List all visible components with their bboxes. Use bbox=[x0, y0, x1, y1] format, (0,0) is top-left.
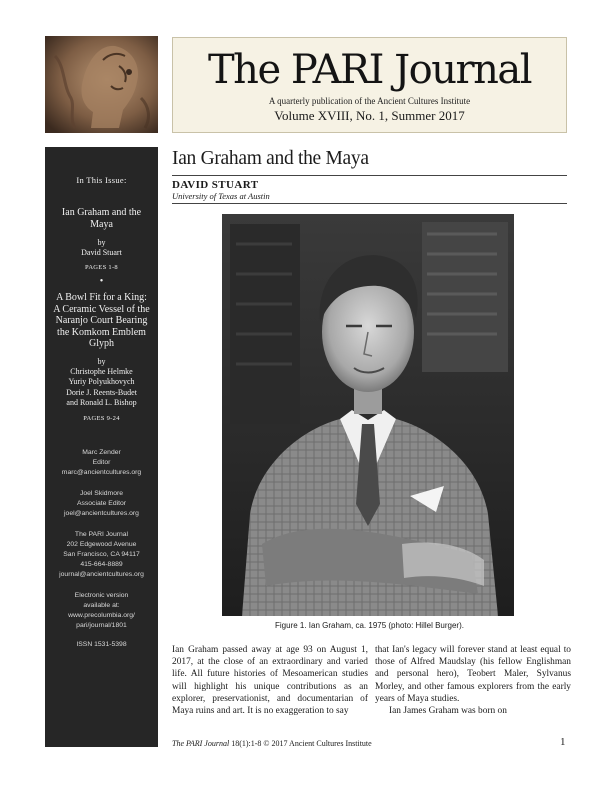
address-line: San Francisco, CA 94117 bbox=[63, 550, 140, 558]
journal-header bbox=[172, 37, 567, 133]
body-column-left bbox=[172, 644, 368, 717]
title-rule bbox=[172, 175, 567, 176]
footer-journal: The PARI Journal bbox=[172, 739, 230, 748]
article-author: DAVID STUART bbox=[172, 179, 259, 191]
electronic-version-block bbox=[45, 591, 158, 631]
figure-caption: Figure 1. Ian Graham, ca. 1975 (photo: Hillel Burger). bbox=[275, 621, 464, 630]
toc-article-1-by: by bbox=[97, 238, 106, 247]
address-block bbox=[45, 530, 158, 580]
editor-block bbox=[45, 448, 158, 478]
in-this-issue-heading: In This Issue: bbox=[76, 175, 127, 185]
toc-article-2-author: Yuriy Polyukhovych bbox=[68, 377, 135, 386]
toc-article-2-author: Dorie J. Reents-Budet bbox=[66, 387, 137, 397]
issn: ISSN 1531-5398 bbox=[76, 640, 127, 648]
electronic-line: available at: bbox=[83, 601, 120, 609]
toc-separator: • bbox=[99, 276, 104, 287]
footer-citation: 18(1):1-8 © 2017 Ancient Cultures Institute bbox=[229, 739, 372, 748]
issue-sidebar bbox=[45, 147, 158, 747]
address-line: 202 Edgewood Avenue bbox=[66, 540, 137, 548]
address-phone: 415-664-8889 bbox=[80, 560, 123, 568]
toc-article-2-author: Christophe Helmke bbox=[70, 366, 133, 376]
toc-article-2-pages: PAGES 9-24 bbox=[83, 414, 120, 422]
associate-editor-block bbox=[45, 489, 158, 519]
toc-article-1-pages: PAGES 1-8 bbox=[85, 264, 118, 271]
page-footer bbox=[172, 739, 372, 748]
journal-tagline: A quarterly publication of the Ancient Cultures Institute bbox=[268, 96, 471, 106]
body-paragraph: that Ian's legacy will forever stand at least equal to those of Alfred Maudslay (his fellow Englishman and personal hero), Teobert Maler, Sylvanus Morley, and other famous explorers from the early years of Maya studies. bbox=[375, 645, 571, 704]
journal-title: The PARI Journal bbox=[208, 47, 531, 93]
toc-article-1-author: David Stuart bbox=[81, 248, 122, 257]
issue-volume: Volume XVIII, No. 1, Summer 2017 bbox=[274, 108, 465, 123]
editor-role: Editor bbox=[92, 458, 111, 466]
article-affiliation: University of Texas at Austin bbox=[172, 191, 270, 201]
electronic-url[interactable]: pari/journal/1801 bbox=[76, 621, 127, 629]
address-email[interactable]: journal@ancientcultures.org bbox=[59, 570, 144, 578]
toc-article-2-author: and Ronald L. Bishop bbox=[66, 398, 137, 407]
electronic-url[interactable]: www.precolumbia.org/ bbox=[68, 611, 135, 619]
editor-email[interactable]: marc@ancientcultures.org bbox=[61, 468, 142, 476]
toc-article-2-by: by bbox=[97, 356, 106, 366]
page-number: 1 bbox=[560, 736, 566, 748]
address-line: The PARI Journal bbox=[74, 530, 129, 538]
toc-article-1-title: Ian Graham and the Maya bbox=[61, 207, 142, 230]
portrait-photo bbox=[222, 214, 514, 616]
toc-article-2-title: A Bowl Fit for a King: A Ceramic Vessel of the Naranjo Court Bearing the Komkom Emblem Glyph bbox=[53, 292, 150, 349]
cover-relief-image bbox=[45, 36, 158, 133]
article-title: Ian Graham and the Maya bbox=[172, 148, 369, 169]
associate-editor-role: Associate Editor bbox=[76, 499, 127, 507]
body-paragraph: Ian Graham passed away at age 93 on August 1, 2017, at the close of an extraordinary and varied life. All future histories of Mesoamerican studies will highlight his unique contributions as an explorer, preservationist, and documentarian of Maya ruins and art. It is no exaggeration to say bbox=[172, 645, 368, 717]
author-rule bbox=[172, 203, 567, 204]
body-column-right bbox=[375, 644, 571, 717]
body-paragraph: Ian James Graham was born on bbox=[389, 706, 507, 717]
associate-editor-name: Joel Skidmore bbox=[79, 489, 124, 497]
toc-article-2-authors bbox=[45, 367, 158, 409]
associate-editor-email[interactable]: joel@ancientcultures.org bbox=[64, 509, 139, 517]
editor-name: Marc Zender bbox=[82, 448, 121, 456]
electronic-line: Electronic version bbox=[74, 591, 129, 599]
